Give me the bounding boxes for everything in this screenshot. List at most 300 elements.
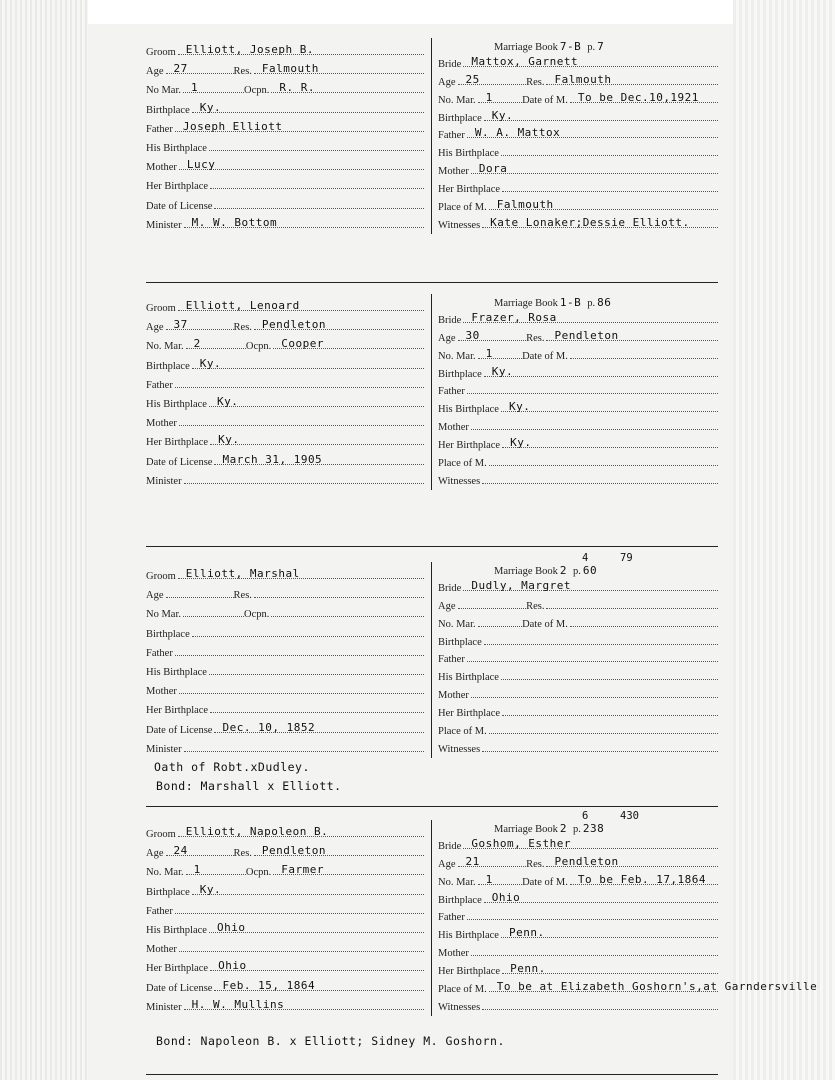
bride-res-label: Res.: [526, 858, 545, 870]
minister-line: [184, 741, 424, 752]
record-separator: [146, 282, 718, 283]
birthplace-label: Birthplace: [146, 360, 190, 372]
ocpn-value: R. R.: [279, 81, 316, 95]
groom-row-4-field: [146, 645, 424, 661]
age-line: [166, 63, 234, 74]
her-birthplace-line: [210, 702, 424, 713]
date-of-license-line: [214, 454, 424, 465]
bride-birthplace-value: Ohio: [491, 890, 521, 904]
age-line: [166, 587, 234, 598]
bride-row-6-field: [438, 163, 718, 179]
bride-line: [463, 312, 718, 323]
bride-res-line: [546, 74, 718, 85]
groom-row-3-field: [146, 626, 424, 642]
bride-row-6-field: [438, 945, 718, 961]
groom-row-2-field: [146, 82, 424, 98]
bride-row-2-field: [438, 92, 718, 108]
bride-his-birthplace-line: [501, 145, 718, 156]
bride-her-birthplace-label: Her Birthplace: [438, 707, 501, 719]
mother-value: Lucy: [186, 158, 216, 172]
bride-birthplace-value: Ky.: [491, 108, 514, 122]
bride-label: Bride: [438, 841, 462, 852]
bride-mother-line: [471, 163, 718, 174]
birthplace-line: [192, 884, 424, 895]
bride-her-birthplace-line: [502, 437, 718, 448]
res-line: [254, 587, 424, 598]
no-mar-value: 1: [193, 863, 201, 877]
groom-label: Groom: [146, 47, 176, 58]
birthplace-label: Birthplace: [146, 628, 190, 640]
bride-no-mar-label: No. Mar.: [438, 94, 476, 106]
his-birthplace-label: His Birthplace: [146, 667, 207, 678]
groom-value: Elliott, Marshal: [185, 567, 300, 580]
bride-row-4-field: [438, 651, 718, 667]
groom-row-3-field: [146, 884, 424, 900]
res-value: Falmouth: [261, 62, 319, 76]
groom-row-1-field: [146, 319, 424, 335]
bride-birthplace-line: [484, 110, 718, 121]
marriage-book-number-above: 6: [582, 810, 589, 822]
her-birthplace-value: Ky.: [218, 433, 240, 447]
date-of-marriage-label: Date of M.: [522, 94, 568, 106]
groom-row-3-field: [146, 358, 424, 374]
bride-her-birthplace-value: Penn.: [510, 961, 546, 975]
bride-age-line: [458, 330, 527, 341]
age-value: 24: [173, 844, 188, 858]
bride-row-5-field: [438, 669, 718, 685]
age-value: 27: [173, 62, 188, 76]
groom-row-2-field: [146, 606, 424, 622]
bride-row-1-field: [438, 856, 718, 872]
bride-row-0-field: [438, 56, 718, 72]
bride-res-line: [546, 598, 718, 609]
bride-row-1-field: [438, 330, 718, 346]
groom-row-1-field: [146, 63, 424, 79]
bride-row-3-field: [438, 634, 718, 650]
groom-row-2-field: [146, 338, 424, 354]
groom-row-8-field: [146, 198, 424, 214]
birthplace-line: [192, 358, 424, 369]
bride-row-2-field: [438, 874, 718, 890]
bride-her-birthplace-label: Her Birthplace: [438, 965, 501, 977]
bride-row-8-field: [438, 199, 718, 215]
groom-label: Groom: [146, 571, 176, 582]
bride-label: Bride: [438, 59, 462, 70]
birthplace-label: Birthplace: [146, 886, 190, 898]
ocpn-label: Ocpn.: [244, 609, 270, 621]
date-of-marriage-line: [570, 348, 718, 359]
bride-line: [463, 580, 718, 591]
groom-row-0-field: [146, 568, 424, 584]
column-divider: [431, 294, 432, 490]
his-birthplace-label: His Birthplace: [146, 143, 207, 154]
bride-row-7-field: [438, 705, 718, 721]
witnesses-line: [482, 217, 718, 228]
witnesses-line: [482, 999, 718, 1010]
groom-row-7-field: [146, 178, 424, 194]
no-mar-line: [183, 606, 244, 617]
groom-line: [178, 44, 424, 55]
bride-father-line: [467, 383, 718, 394]
bride-her-birthplace-value: Ky.: [510, 435, 532, 449]
groom-row-9-field: [146, 741, 424, 757]
bride-his-birthplace-label: His Birthplace: [438, 404, 499, 416]
mother-label: Mother: [146, 418, 177, 430]
groom-label: Groom: [146, 829, 176, 840]
marriage-book-ref: [494, 296, 611, 309]
her-birthplace-line: [210, 434, 424, 445]
bride-row-0-field: [438, 838, 718, 854]
ocpn-label: Ocpn.: [245, 867, 272, 879]
groom-line: [178, 300, 424, 311]
bride-row-8-field: [438, 979, 818, 997]
date-of-license-value: Feb. 15, 1864: [222, 978, 316, 992]
date-of-marriage-line: [570, 616, 718, 627]
bride-age-value: 30: [465, 328, 480, 342]
page-label: p.: [572, 824, 581, 835]
his-birthplace-value: Ky.: [216, 395, 239, 408]
scan-margin-right: [733, 0, 835, 1080]
groom-row-4-field: [146, 903, 424, 919]
bride-age-value: 21: [465, 854, 480, 868]
place-of-marriage-line: [489, 455, 718, 466]
bride-no-mar-value: 1: [485, 90, 493, 104]
no-mar-label: No Mar.: [146, 609, 181, 621]
page-number: 86: [597, 296, 612, 309]
bride-his-birthplace-label: His Birthplace: [438, 930, 499, 942]
date-of-marriage-value: To be Feb. 17,1864: [577, 872, 707, 886]
bride-father-line: [467, 651, 718, 662]
age-line: [166, 319, 234, 330]
bride-label: Bride: [438, 583, 462, 594]
record-note: Bond: Napoleon B. x Elliott; Sidney M. Goshorn.: [156, 1034, 505, 1048]
his-birthplace-label: His Birthplace: [146, 925, 207, 936]
bride-row-5-field: [438, 145, 718, 161]
bride-row-7-field: [438, 181, 718, 197]
bride-his-birthplace-value: Ky.: [508, 400, 531, 414]
birthplace-value: Ky.: [199, 356, 222, 370]
minister-line: [184, 217, 424, 228]
birthplace-line: [192, 626, 424, 637]
bride-row-6-field: [438, 687, 718, 703]
groom-row-5-field: [146, 396, 424, 412]
groom-row-8-field: [146, 722, 424, 738]
no-mar-line: [183, 82, 244, 93]
marriage-book-number: 2: [559, 564, 567, 577]
res-value: Pendleton: [261, 318, 327, 332]
bride-row-4-field: [438, 127, 718, 143]
marriage-book-label: Marriage Book: [494, 824, 558, 835]
groom-row-1-field: [146, 587, 424, 603]
bride-row-9-field: [438, 999, 718, 1015]
bride-row-2-field: [438, 348, 718, 364]
bride-row-1-field: [438, 598, 718, 614]
bride-birthplace-label: Birthplace: [438, 894, 482, 906]
groom-row-0-field: [146, 300, 424, 316]
his-birthplace-line: [209, 922, 424, 933]
date-of-marriage-line: [570, 92, 718, 103]
mother-line: [179, 159, 424, 170]
age-value: 37: [173, 318, 188, 332]
bride-res-label: Res.: [526, 76, 545, 88]
bride-mother-label: Mother: [438, 690, 469, 702]
record-separator: [146, 806, 718, 807]
his-birthplace-line: [209, 140, 424, 151]
marriage-book-number-above: 4: [582, 552, 589, 564]
bride-res-label: Res.: [526, 332, 545, 344]
record-note: Oath of Robt.xDudley.: [154, 760, 310, 774]
birthplace-line: [192, 102, 424, 113]
place-of-marriage-label: Place of M.: [438, 725, 487, 737]
bride-value: Goshom, Esther: [471, 837, 572, 850]
column-divider: [431, 562, 432, 758]
groom-row-7-field: [146, 434, 424, 450]
res-label: Res.: [233, 66, 252, 78]
bride-age-value: 25: [465, 72, 480, 86]
ocpn-label: Ocpn.: [244, 85, 270, 97]
bride-father-label: Father: [438, 912, 465, 924]
her-birthplace-label: Her Birthplace: [146, 963, 209, 975]
groom-row-9-field: [146, 999, 424, 1015]
bride-row-3-field: [438, 110, 718, 126]
birthplace-value: Ky.: [199, 882, 222, 896]
father-label: Father: [146, 647, 173, 659]
record-note: Bond: Marshall x Elliott.: [156, 779, 342, 793]
age-label: Age: [146, 590, 164, 602]
bride-his-birthplace-label: His Birthplace: [438, 148, 499, 160]
witnesses-label: Witnesses: [438, 219, 481, 231]
no-mar-label: No. Mar.: [146, 867, 184, 879]
witnesses-line: [482, 473, 718, 484]
page-number: 238: [582, 822, 605, 835]
mother-label: Mother: [146, 162, 177, 174]
mother-line: [179, 941, 424, 952]
date-of-license-label: Date of License: [146, 200, 213, 212]
bride-her-birthplace-line: [502, 963, 718, 974]
column-divider: [431, 38, 432, 234]
res-label: Res.: [233, 322, 252, 334]
ocpn-line: [271, 82, 424, 93]
age-label: Age: [146, 848, 164, 860]
father-line: [175, 903, 424, 914]
place-of-marriage-label: Place of M.: [438, 983, 487, 995]
groom-row-6-field: [146, 415, 424, 431]
bride-no-mar-value: 1: [485, 346, 493, 360]
marriage-book-label: Marriage Book: [494, 42, 558, 53]
ocpn-line: [273, 864, 424, 875]
age-label: Age: [146, 322, 164, 334]
mother-label: Mother: [146, 686, 177, 698]
page-number-above: 79: [620, 552, 633, 564]
father-line: [175, 645, 424, 656]
bride-his-birthplace-line: [501, 927, 718, 938]
mother-line: [179, 683, 424, 694]
marriage-book-ref: [494, 822, 604, 835]
groom-label: Groom: [146, 303, 176, 314]
bride-age-line: [458, 856, 527, 867]
bride-age-label: Age: [438, 600, 456, 612]
his-birthplace-line: [209, 396, 424, 407]
bride-res-value: Falmouth: [554, 72, 612, 86]
page-label: p.: [572, 566, 581, 577]
bride-birthplace-label: Birthplace: [438, 368, 482, 380]
res-line: [254, 63, 424, 74]
groom-row-2-field: [146, 864, 424, 880]
bride-no-mar-value: 1: [485, 872, 493, 886]
father-label: Father: [146, 905, 173, 917]
bride-birthplace-label: Birthplace: [438, 112, 482, 124]
ocpn-line: [273, 338, 424, 349]
groom-row-8-field: [146, 454, 424, 470]
page-number-above: 430: [620, 810, 639, 822]
father-label: Father: [146, 379, 173, 391]
age-label: Age: [146, 66, 164, 78]
place-of-marriage-line: [489, 199, 718, 210]
bride-no-mar-label: No. Mar.: [438, 350, 476, 362]
record-separator: [146, 1074, 718, 1075]
groom-row-8-field: [146, 980, 424, 996]
res-line: [254, 319, 424, 330]
bride-father-label: Father: [438, 130, 465, 142]
mother-line: [179, 415, 424, 426]
bride-row-7-field: [438, 963, 718, 979]
birthplace-label: Birthplace: [146, 104, 190, 116]
groom-row-1-field: [146, 845, 424, 861]
no-mar-value: 2: [193, 337, 201, 351]
date-of-marriage-label: Date of M.: [522, 876, 568, 888]
bride-age-label: Age: [438, 76, 456, 88]
bride-row-9-field: [438, 217, 718, 233]
date-of-license-line: [214, 980, 424, 991]
bride-row-5-field: [438, 401, 718, 417]
bride-label: Bride: [438, 315, 462, 326]
his-birthplace-line: [209, 664, 424, 675]
bride-his-birthplace-line: [501, 401, 718, 412]
date-of-marriage-label: Date of M.: [522, 350, 568, 362]
ocpn-value: Cooper: [281, 337, 325, 351]
bride-row-9-field: [438, 473, 718, 489]
age-line: [166, 845, 234, 856]
groom-row-0-field: [146, 826, 424, 842]
groom-line: [178, 826, 424, 837]
bride-birthplace-label: Birthplace: [438, 636, 482, 648]
res-line: [254, 845, 424, 856]
bride-no-mar-line: [478, 874, 522, 885]
groom-row-6-field: [146, 159, 424, 175]
marriage-book-label: Marriage Book: [494, 566, 558, 577]
groom-row-4-field: [146, 377, 424, 393]
marriage-book-number: 7-B: [559, 40, 582, 53]
father-line: [175, 377, 424, 388]
groom-value: Elliott, Lenoard: [185, 299, 300, 312]
groom-value: Elliott, Napoleon B.: [185, 825, 329, 838]
bride-mother-value: Dora: [478, 162, 508, 176]
her-birthplace-label: Her Birthplace: [146, 705, 209, 717]
minister-value: H. W. Mullins: [191, 997, 285, 1011]
bride-age-label: Age: [438, 858, 456, 870]
marriage-book-number: 1-B: [559, 296, 582, 309]
bride-line: [463, 838, 718, 849]
bride-row-5-field: [438, 927, 718, 943]
witnesses-label: Witnesses: [438, 475, 481, 487]
bride-mother-line: [471, 687, 718, 698]
bride-mother-label: Mother: [438, 166, 469, 178]
column-divider: [431, 820, 432, 1016]
place-of-marriage-value: Falmouth: [496, 197, 554, 211]
groom-row-7-field: [146, 960, 424, 976]
date-of-license-value: Dec. 10, 1852: [222, 720, 316, 734]
groom-line: [178, 568, 424, 579]
bride-res-label: Res.: [526, 600, 545, 612]
bride-mother-label: Mother: [438, 422, 469, 434]
bride-row-8-field: [438, 723, 718, 739]
date-of-license-label: Date of License: [146, 724, 213, 736]
bride-father-value: W. A. Mattox: [474, 126, 561, 140]
bride-birthplace-line: [484, 892, 718, 903]
minister-label: Minister: [146, 1001, 182, 1013]
bride-value: Frazer, Rosa: [471, 311, 557, 324]
bride-value: Mattox, Garnett: [471, 55, 579, 68]
minister-label: Minister: [146, 743, 182, 755]
groom-row-0-field: [146, 44, 424, 60]
bride-row-4-field: [438, 383, 718, 399]
no-mar-line: [186, 864, 246, 875]
bride-her-birthplace-line: [502, 181, 718, 192]
record-separator: [146, 546, 718, 547]
bride-no-mar-line: [478, 616, 522, 627]
her-birthplace-value: Ohio: [218, 959, 247, 973]
father-line: [175, 121, 424, 132]
page-label: p.: [587, 298, 596, 309]
bride-row-3-field: [438, 892, 718, 908]
date-of-license-line: [214, 198, 424, 209]
bride-row-0-field: [438, 312, 718, 328]
res-label: Res.: [233, 848, 252, 860]
bride-father-label: Father: [438, 386, 465, 398]
bride-her-birthplace-label: Her Birthplace: [438, 183, 501, 195]
res-label: Res.: [233, 590, 252, 602]
bride-father-line: [467, 127, 718, 138]
her-birthplace-label: Her Birthplace: [146, 437, 209, 449]
groom-row-6-field: [146, 941, 424, 957]
witnesses-label: Witnesses: [438, 743, 481, 755]
bride-her-birthplace-line: [502, 705, 718, 716]
groom-row-5-field: [146, 140, 424, 156]
groom-row-3-field: [146, 102, 424, 118]
bride-her-birthplace-label: Her Birthplace: [438, 439, 501, 451]
ocpn-line: [271, 606, 424, 617]
bride-age-label: Age: [438, 332, 456, 344]
marriage-book-ref: [494, 564, 597, 577]
date-of-license-line: [214, 722, 424, 733]
groom-row-5-field: [146, 664, 424, 680]
no-mar-value: 1: [191, 81, 199, 95]
bride-row-7-field: [438, 437, 718, 453]
bride-no-mar-line: [478, 348, 522, 359]
date-of-license-value: March 31, 1905: [222, 452, 323, 466]
date-of-license-label: Date of License: [146, 982, 213, 994]
groom-row-6-field: [146, 683, 424, 699]
her-birthplace-line: [210, 960, 424, 971]
place-of-marriage-label: Place of M.: [438, 201, 487, 213]
marriage-book-number: 2: [559, 822, 567, 835]
minister-line: [184, 473, 424, 484]
her-birthplace-label: Her Birthplace: [146, 181, 209, 193]
groom-row-4-field: [146, 121, 424, 137]
witnesses-value: Kate Lonaker;Dessie Elliott.: [490, 215, 690, 229]
res-value: Pendleton: [261, 844, 327, 858]
bride-row-6-field: [438, 419, 718, 435]
